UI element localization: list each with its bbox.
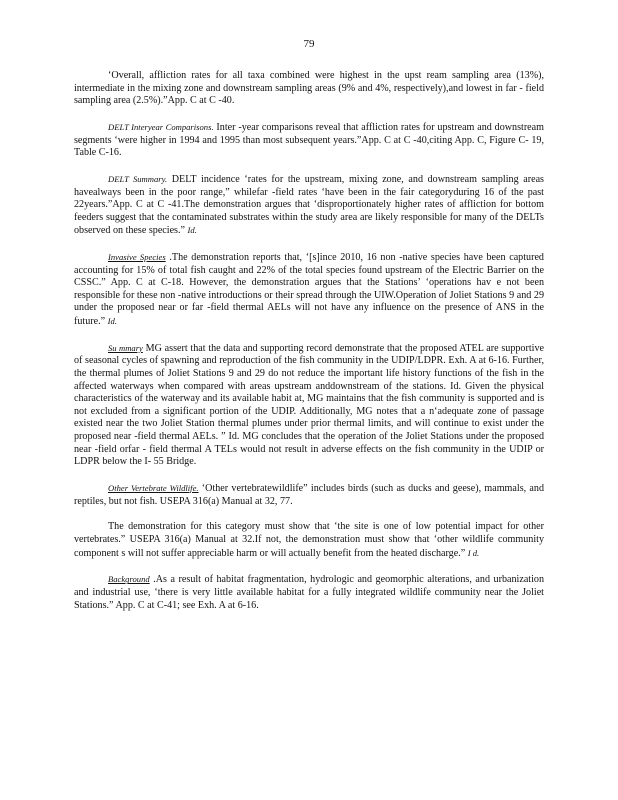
paragraph-text: DELT incidence ‘rates for the upstream, mixing zone, and downstream sampling areas havealways been in the poor range,” whilefar -field rates ‘have been in the fair categoryduring 16 of the past 22years.”App. C at C -41.The demonstration argues that ‘disproportionately higher rates of affliction for bottom feeders suggest that the contaminated substrates within the study area are likely responsible for many of the DELTs observed on these species.” xyxy=(74,173,544,237)
paragraph-overall-affliction xyxy=(74,70,544,108)
section-heading: Background xyxy=(108,574,150,585)
paragraph-text: MG assert that the data and supporting record demonstrate that the proposed ATEL are supportive of seasonal cycles of spawning and reproduction of the fish community in the UDIP/LDPR. Exh. A at 6-16. Further, the thermal plumes of Joliet Stations 9 and 29 do not reduce the important life history functions of the fish in the affected waterways when compared with areas upstream anddownstream of the stations. Id. Given the physical characteristics of the waterway and its available habit at, MG maintains that the fish community is supported and is not excluded from a significant portion of the UDIP. Additionally, MG notes that a n‘adequate zone of passage existed near the two Joliet Station thermal plumes under prior thermal limits, and will continue to exist under the proposed near -field thermal AELs. ” Id. MG concludes that the operation of the Joliet Stations under the proposed near -field orfar - field thermal A TELs would not result in adverse effects on the fish community in the UDIP or LDPR below the I- 55 Bridge. xyxy=(74,342,544,468)
citation-id: I d. xyxy=(467,547,480,558)
paragraph-delt-interyear xyxy=(74,121,544,160)
paragraph-demonstration-category xyxy=(74,521,544,560)
citation-id: Id. xyxy=(107,316,117,327)
document-body xyxy=(74,70,544,625)
section-heading: Invasive Species xyxy=(108,252,166,263)
paragraph-text: ‘Other vertebratewildlife” includes birds (such as ducks and geese), mammals, and reptiles, but not fish. USEPA 316(a) Manual at 32, 77. xyxy=(74,482,544,507)
section-heading: DELT Summary. xyxy=(108,173,168,184)
section-heading: DELT Interyear Comparisons. xyxy=(108,121,214,132)
paragraph-text: .The demonstration reports that, ‘[s]ince 2010, 16 non -native species have been captured accounting for 15% of total fish caught and 22% of the total species found upstream of the Electric Barrier on the CSSC.” App. C at C-18. However, the demonstration argues that the Stations’ ‘operations hav e not been responsible for these non -native introductions or their spread through the UIW.Operation of Joliet Stations 9 and 29 under the proposed near or far -field thermal AELs will not have any influence on the presence of ANS in the future.” xyxy=(74,252,544,328)
paragraph-invasive-species xyxy=(74,251,544,329)
section-heading: Other Vertebrate Wildlife. xyxy=(108,482,199,493)
paragraph-text: The demonstration for this category must show that ‘the site is one of low potential impact for other vertebrates.” USEPA 316(a) Manual at 32.If not, the demonstration must show that ‘other wildlife community component s will not suffer appreciable harm or will actually benefit from the heated discharge.” xyxy=(74,521,544,559)
paragraph-text: Inter -year comparisons reveal that affliction rates for upstream and downstream segments ‘were higher in 1994 and 1995 than most subsequent years.”App. C at C -40,citing App. C, Figure C- 19, Table C-16. xyxy=(74,121,544,159)
paragraph-text: .As a result of habitat fragmentation, hydrologic and geomorphic alterations, and urbanization and industrial use, ‘there is very little available habitat for a fully integrated wildlife community near the Joliet Stations.” App. C at C-41; see Exh. A at 6-16. xyxy=(74,574,544,611)
paragraph-delt-summary xyxy=(74,173,544,238)
page-number: 79 xyxy=(303,38,315,50)
paragraph-background xyxy=(74,573,544,612)
citation-id: Id. xyxy=(187,225,197,236)
paragraph-summary xyxy=(74,342,544,469)
section-heading: Su mmary xyxy=(108,342,143,353)
paragraph-text: ‘Overall, affliction rates for all taxa combined were highest in the upst ream sampling area (13%), intermediate in the mixing zone and downstream sampling areas (9% and 4%, respectively),and lowest in far - field sampling area (2.5%).”App. C at C -40. xyxy=(74,70,544,107)
paragraph-other-vertebrate xyxy=(74,482,544,508)
